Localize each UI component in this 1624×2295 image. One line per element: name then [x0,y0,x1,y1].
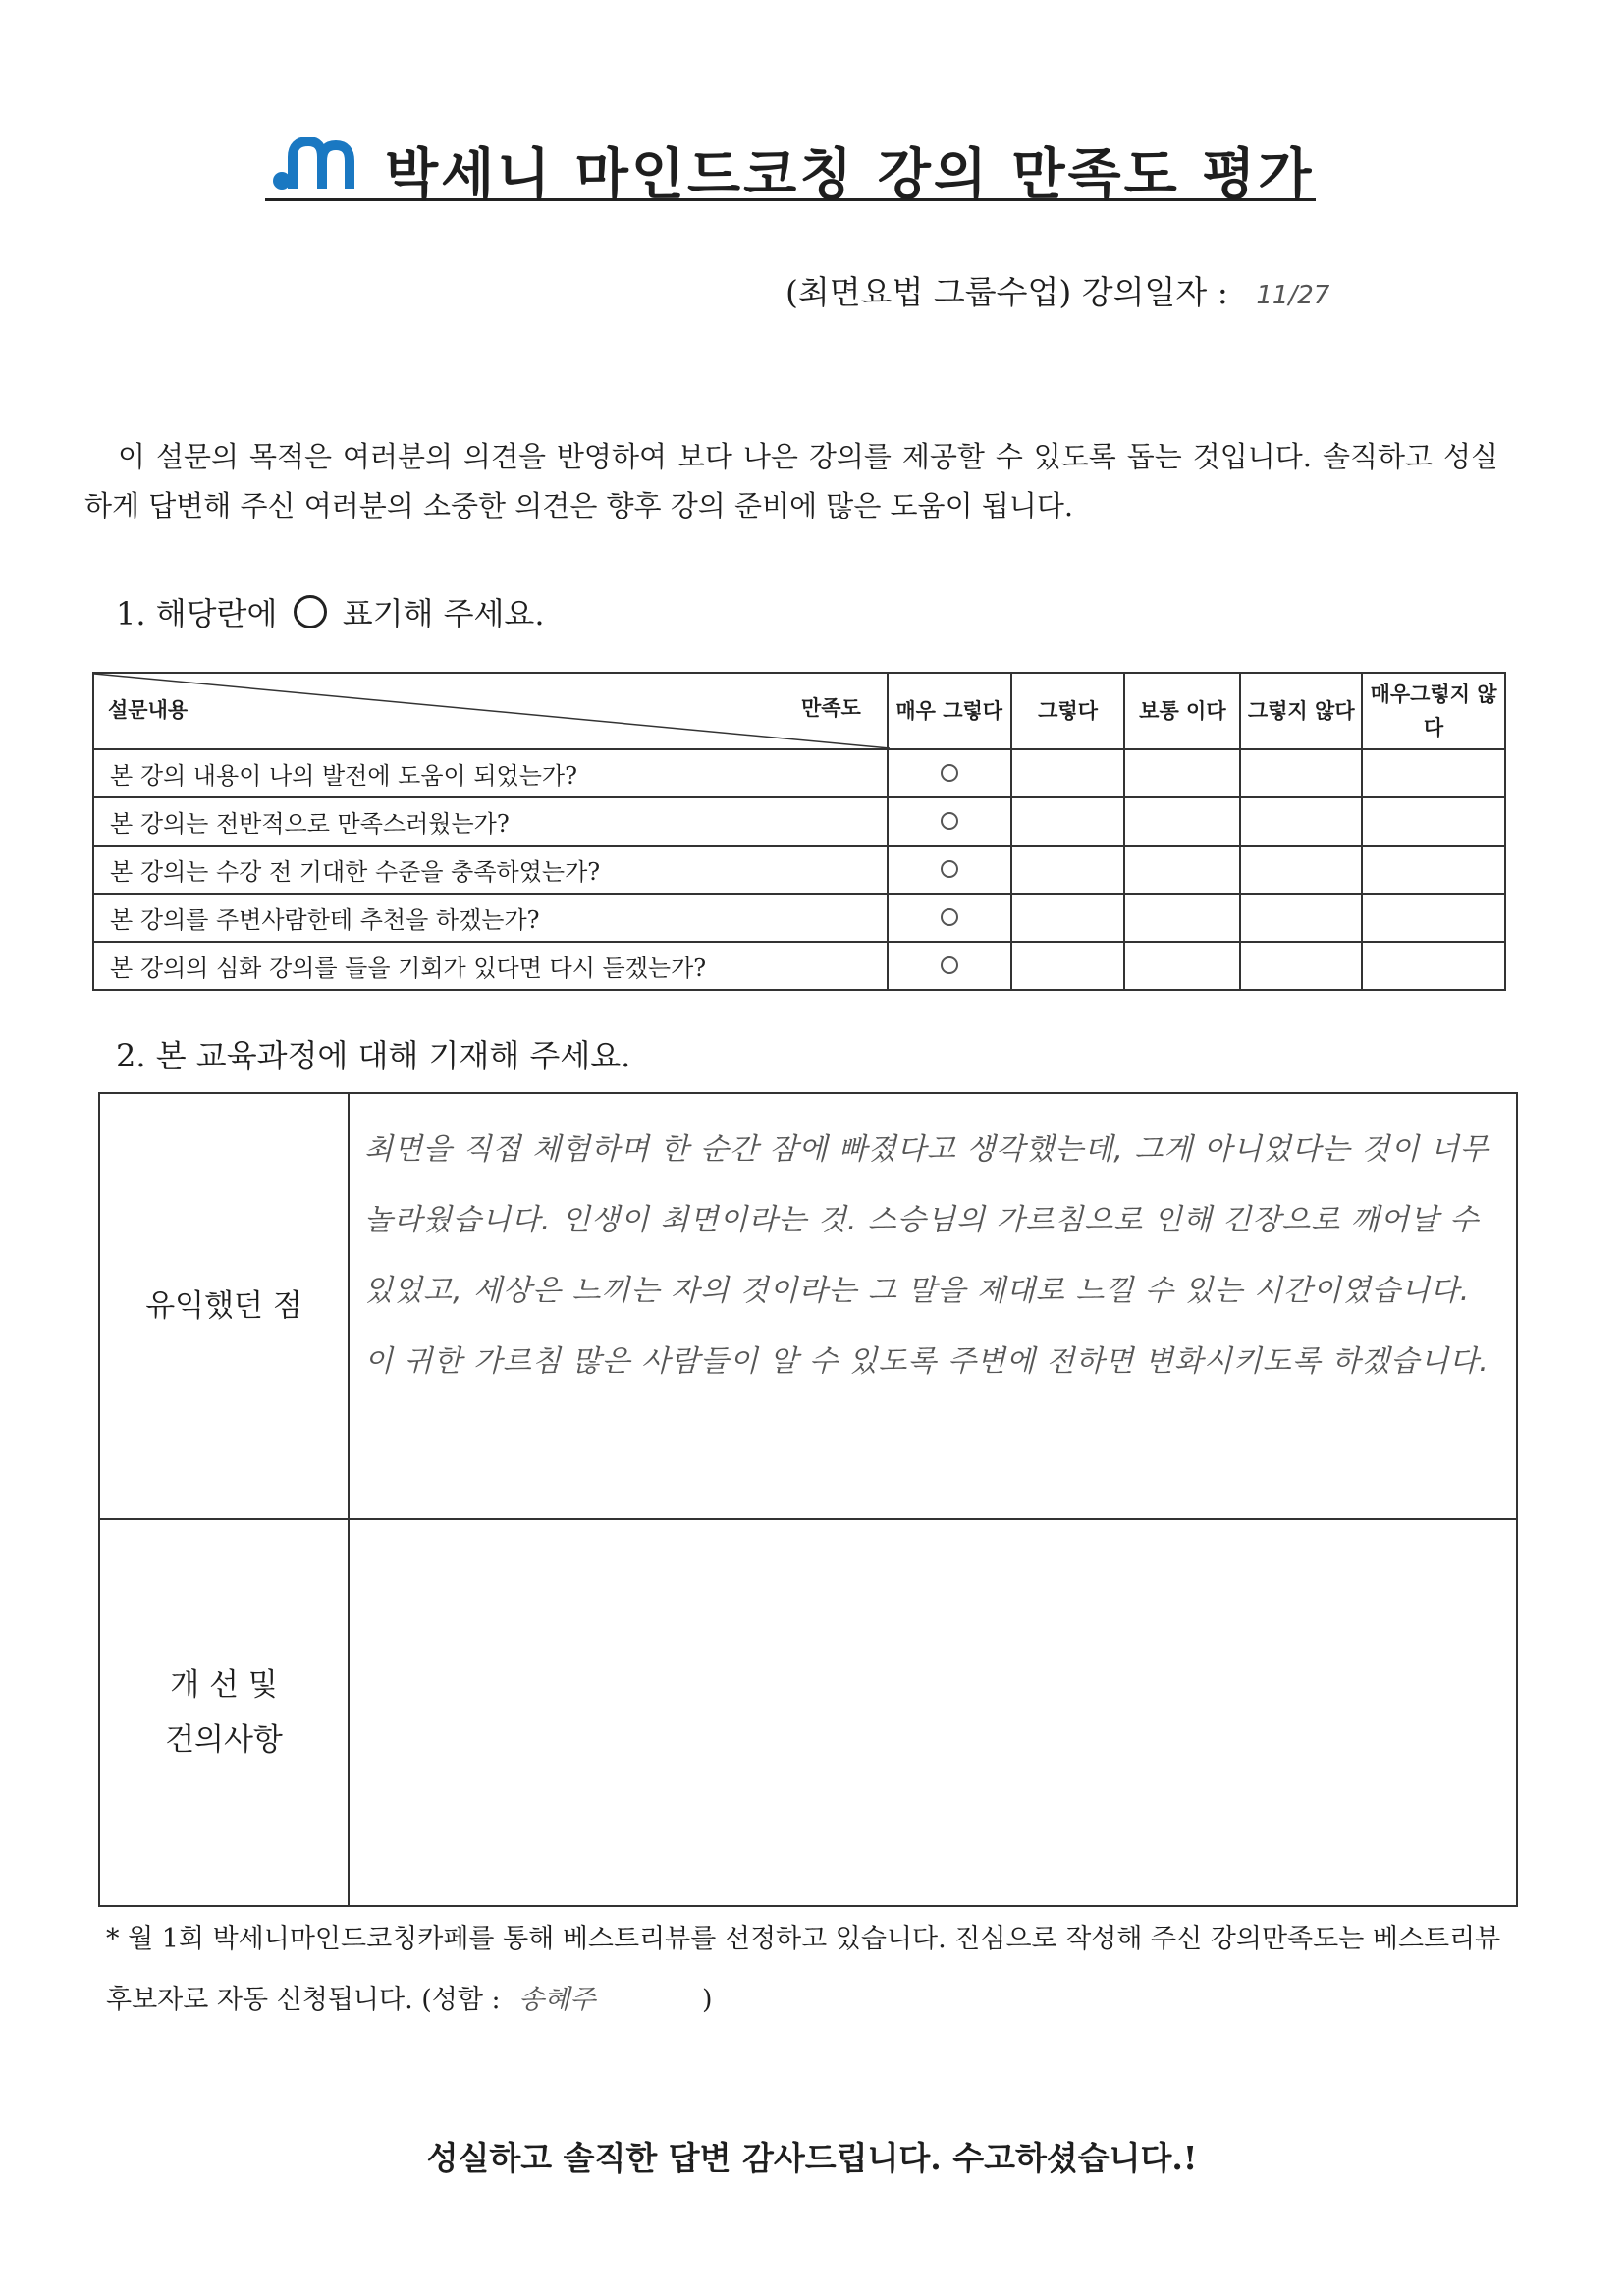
answer-cell[interactable] [1362,846,1505,894]
question-cell: 본 강의의 심화 강의를 들을 기회가 있다면 다시 듣겠는가? [93,942,888,990]
section2-title: 2. 본 교육과정에 대해 기재해 주세요. [116,1037,631,1074]
note-text: * 월 1회 박세니마인드코칭카페를 통해 베스트리뷰를 선정하고 있습니다. 진심으로 작성해 주신 강의만족도는 베스트리뷰 후보자로 자동 신청됩니다. (성함 : [106,1924,1501,2015]
answer-cell[interactable] [1240,749,1362,797]
answer-cell[interactable] [1011,846,1125,894]
header-scale-label: 만족도 [800,695,861,720]
section1-title [116,589,545,634]
circle-mark-icon [941,908,958,926]
answer-cell[interactable] [1240,942,1362,990]
column-header: 그렇지 않다 [1240,673,1362,749]
table-row [93,942,1505,990]
improve-label-line1: 개 선 및 [170,1667,278,1703]
useful-label: 유익했던 점 [99,1093,349,1519]
table-row [93,749,1505,797]
date-label: 강의일자 : [1081,273,1228,311]
answer-cell[interactable] [1011,749,1125,797]
brand-logo-icon [271,132,355,192]
useful-answer-field[interactable] [349,1093,1517,1519]
answer-cell[interactable] [1362,942,1505,990]
table-row [93,797,1505,846]
answer-cell[interactable] [1240,797,1362,846]
satisfaction-table [92,672,1506,991]
answer-cell[interactable] [888,846,1011,894]
column-header: 보통 이다 [1124,673,1240,749]
answer-cell[interactable] [1124,749,1240,797]
improve-label [99,1519,349,1906]
note-close: ) [702,1985,713,2015]
page-title: 박세니 마인드코칭 강의 만족도 평가 [385,142,1315,207]
question-cell: 본 강의는 수강 전 기대한 수준을 충족하였는가? [93,846,888,894]
column-header: 매우 그렇다 [888,673,1011,749]
diagonal-header-cell [93,673,888,749]
answer-cell[interactable] [1011,797,1125,846]
column-header: 그렇다 [1011,673,1125,749]
column-header: 매우그렇지 않다 [1362,673,1505,749]
circle-mark-icon [941,956,958,974]
answer-cell[interactable] [1240,894,1362,942]
question-cell: 본 강의를 주변사람한테 추천을 하겠는가? [93,894,888,942]
answer-cell[interactable] [888,749,1011,797]
answer-cell[interactable] [1124,894,1240,942]
answer-cell[interactable] [1362,797,1505,846]
answer-cell[interactable] [888,942,1011,990]
circle-mark-icon [941,812,958,830]
circle-mark-icon [941,860,958,878]
improve-answer-text [351,1521,1515,1541]
useful-answer-text: 최면을 직접 체험하며 한 순간 잠에 빠졌다고 생각했는데, 그게 아니었다는 것이 너무 놀라웠습니다. 인생이 최면이라는 것. 스승님의 가르침으로 인해 긴장으로 깨어날 수 있었고, 세상은 느끼는 자의 것이라는 그 말을 제대로 느낄 수 있는 시간이였습니다. 이 귀한 가르침 많은 사람들이 알 수 있도록 주변에 전하면 변화시키도록 하겠습니다. [364,1132,1489,1379]
answer-cell[interactable] [1240,846,1362,894]
comments-table [98,1092,1518,1907]
useful-row [99,1093,1517,1519]
circle-mark-icon [294,595,327,628]
table-header-row [93,673,1505,749]
answer-cell[interactable] [888,797,1011,846]
title-block [265,126,1316,207]
answer-cell[interactable] [1362,749,1505,797]
diagonal-line [94,674,890,748]
date-value[interactable]: 11/27 [1256,281,1330,310]
header-question-label: 설문내용 [108,697,189,722]
improve-answer-field[interactable] [349,1519,1517,1906]
section1-prefix: 1. 해당란에 [116,595,278,632]
intro-paragraph: 이 설문의 목적은 여러분의 의견을 반영하여 보다 나은 강의를 제공할 수 있도록 돕는 것입니다. 솔직하고 성실하게 답변해 주신 여러분의 소중한 의견은 향후 강의 준비에 많은 도움이 됩니다. [84,440,1498,522]
answer-cell[interactable] [1124,846,1240,894]
question-cell: 본 강의 내용이 나의 발전에 도움이 되었는가? [93,749,888,797]
table-row [93,846,1505,894]
answer-cell[interactable] [1124,942,1240,990]
question-cell: 본 강의는 전반적으로 만족스러웠는가? [93,797,888,846]
circle-mark-icon [941,764,958,782]
answer-cell[interactable] [1011,894,1125,942]
best-review-note [106,1909,1510,2031]
answer-cell[interactable] [1011,942,1125,990]
answer-cell[interactable] [1124,797,1240,846]
answer-cell[interactable] [1362,894,1505,942]
table-row [93,894,1505,942]
closing-message: 성실하고 솔직한 답변 감사드립니다. 수고하셨습니다.! [426,2139,1198,2177]
improve-row [99,1519,1517,1906]
course-name: (최면요법 그룹수업) [785,273,1072,311]
section1-suffix: 표기해 주세요. [342,595,545,632]
name-field[interactable]: 송혜주 [518,1985,596,2015]
answer-cell[interactable] [888,894,1011,942]
course-date-line [785,267,1329,313]
improve-label-line2: 건의사항 [165,1722,283,1758]
